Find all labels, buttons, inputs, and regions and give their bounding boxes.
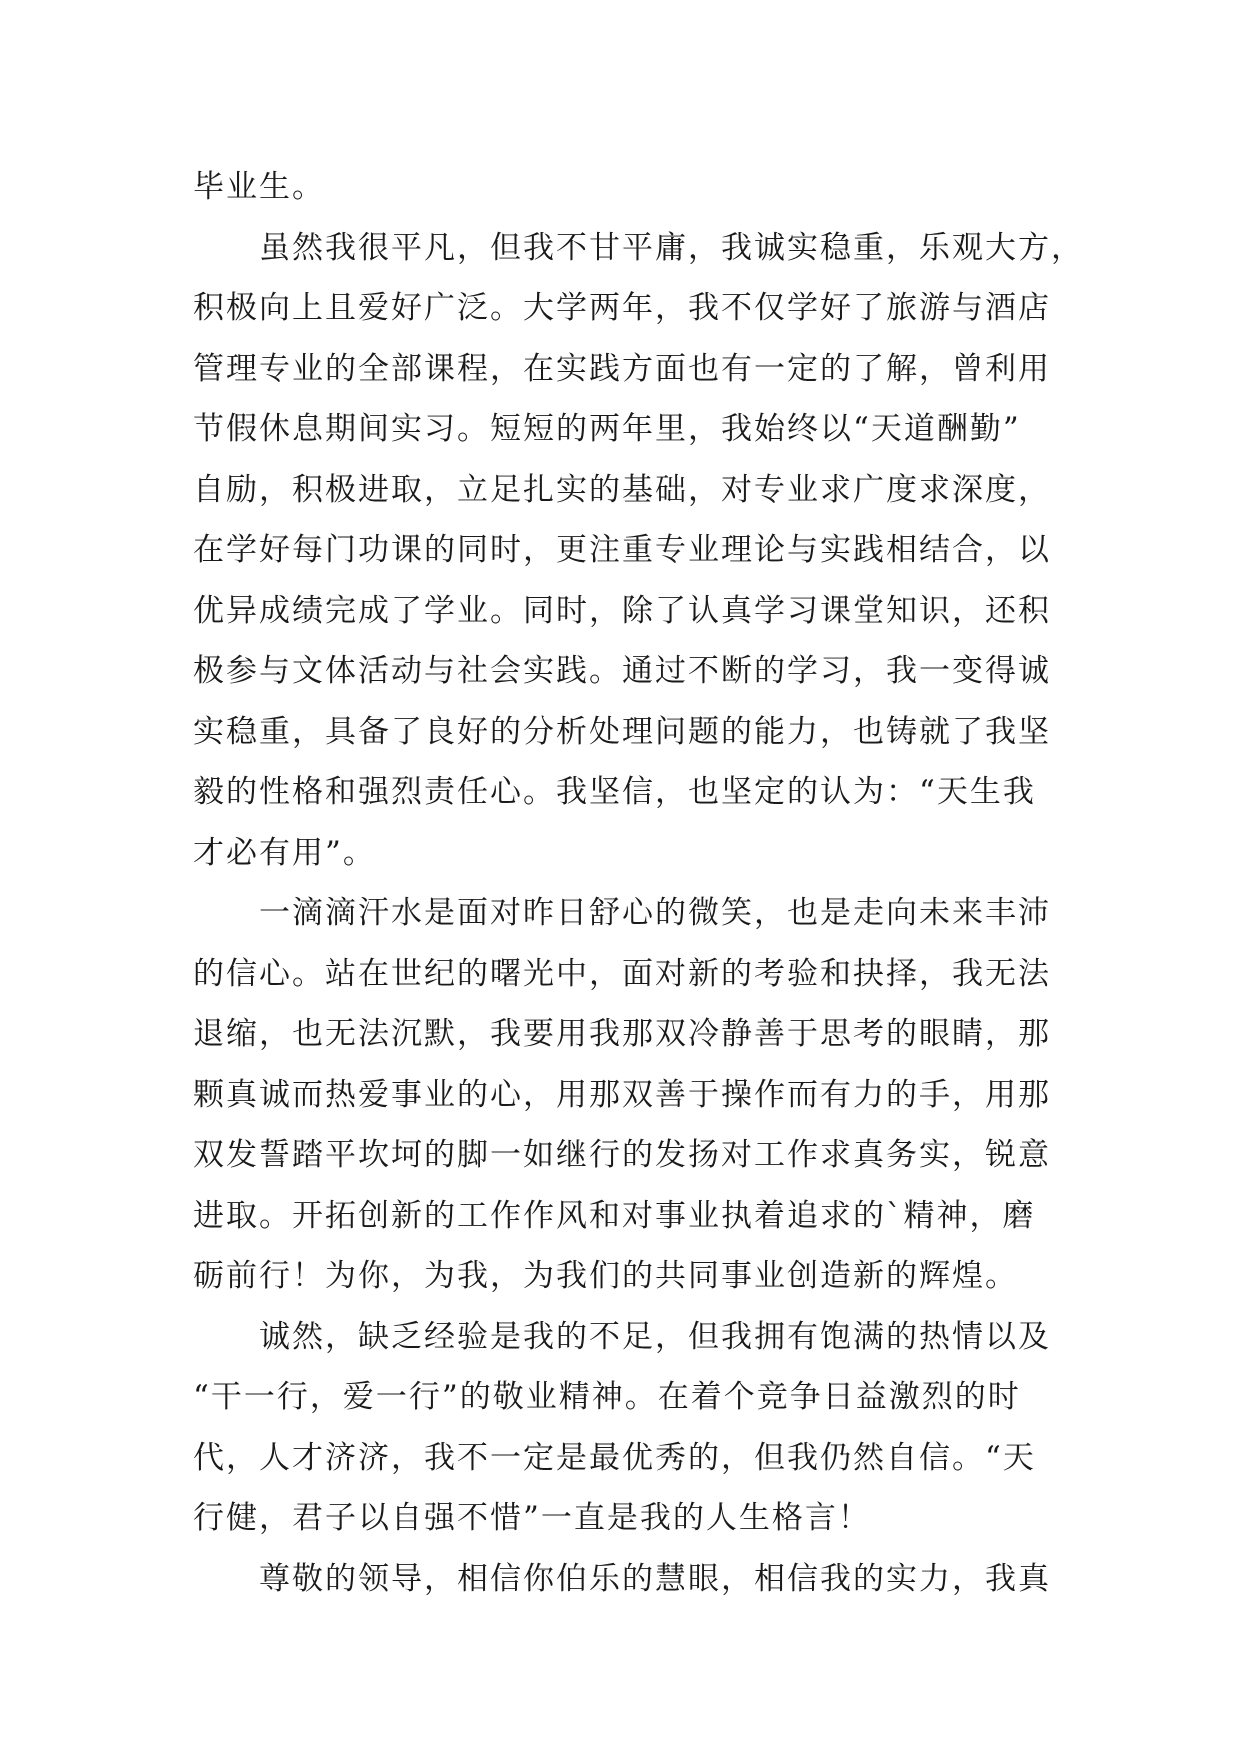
text-line: 双发誓踏平坎坷的脚一如继行的发扬对工作求真务实，锐意 bbox=[193, 1137, 1051, 1173]
text-line: 节假休息期间实习。短短的两年里，我始终以“天道酬勤” bbox=[193, 411, 1021, 447]
text-line: 才必有用”。 bbox=[193, 834, 376, 871]
paragraph bbox=[193, 157, 1053, 218]
text-line: 进取。开拓创新的工作作风和对事业执着追求的`精神，磨 bbox=[193, 1197, 1036, 1234]
text-line: 诚然，缺乏经验是我的不足，但我拥有饱满的热情以及 bbox=[193, 1318, 1051, 1355]
text-line: 在学好每门功课的同时，更注重专业理论与实践相结合，以 bbox=[193, 532, 1051, 568]
text-line: 极参与文体活动与社会实践。通过不断的学习，我一变得诚 bbox=[193, 653, 1051, 689]
text-line: 毅的性格和强烈责任心。我坚信，也坚定的认为：“天生我 bbox=[193, 774, 1036, 810]
text-line: 毕业生。 bbox=[193, 169, 325, 205]
text-line: 砺前行！为你，为我，为我们的共同事业创造新的辉煌。 bbox=[193, 1258, 1018, 1294]
text-line: 自励，积极进取，立足扎实的基础，对专业求广度求深度， bbox=[193, 471, 1051, 508]
text-line: 积极向上且爱好广泛。大学两年，我不仅学好了旅游与酒店 bbox=[193, 290, 1051, 326]
text-line: 代，人才济济，我不一定是最优秀的，但我仍然自信。“天 bbox=[193, 1439, 1036, 1476]
text-line: 颗真诚而热爱事业的心，用那双善于操作而有力的手，用那 bbox=[193, 1076, 1051, 1113]
text-line: 的信心。站在世纪的曙光中，面对新的考验和抉择，我无法 bbox=[193, 955, 1051, 992]
paragraph bbox=[193, 1307, 1053, 1549]
paragraph bbox=[193, 883, 1053, 1307]
text-line: 尊敬的领导，相信你伯乐的慧眼，相信我的实力，我真 bbox=[193, 1560, 1051, 1597]
text-line: 虽然我很平凡，但我不甘平庸，我诚实稳重，乐观大方， bbox=[193, 229, 1084, 266]
text-line: 优异成绩完成了学业。同时，除了认真学习课堂知识，还积 bbox=[193, 592, 1051, 629]
text-line: 管理专业的全部课程，在实践方面也有一定的了解，曾利用 bbox=[193, 350, 1051, 387]
body-text bbox=[193, 157, 1084, 1609]
text-line: 退缩，也无法沉默，我要用我那双冷静善于思考的眼睛，那 bbox=[193, 1016, 1051, 1052]
paragraph bbox=[193, 1549, 1053, 1610]
text-line: 行健，君子以自强不惜”一直是我的人生格言！ bbox=[193, 1500, 871, 1536]
text-line: 实稳重，具备了良好的分析处理问题的能力，也铸就了我坚 bbox=[193, 713, 1051, 750]
text-line: 一滴滴汗水是面对昨日舒心的微笑，也是走向未来丰沛 bbox=[193, 895, 1051, 931]
paragraph bbox=[193, 218, 1084, 884]
text-line: “干一行，爱一行”的敬业精神。在着个竞争日益激烈的时 bbox=[193, 1379, 1021, 1415]
